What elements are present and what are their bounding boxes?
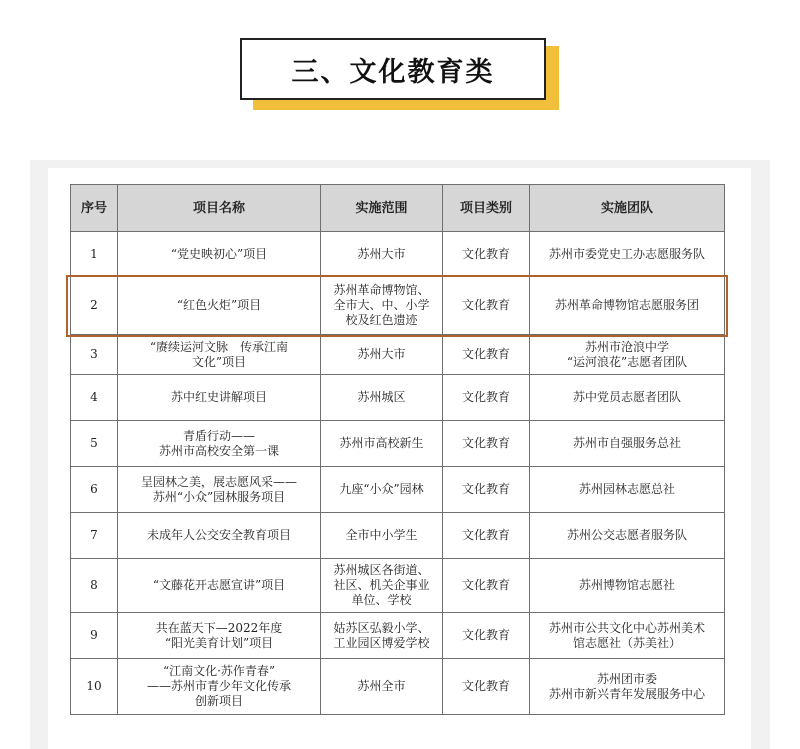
cell-team: 苏州园林志愿总社 — [530, 467, 725, 513]
cell-scope: 苏州城区 — [321, 375, 443, 421]
table-row — [71, 277, 725, 335]
table-row — [71, 467, 725, 513]
cell-project-name: 呈园林之美，展志愿风采—— 苏州“小众”园林服务项目 — [118, 467, 321, 513]
cell-category: 文化教育 — [443, 375, 530, 421]
cell-category: 文化教育 — [443, 513, 530, 559]
table-row — [71, 659, 725, 715]
cell-category: 文化教育 — [443, 277, 530, 335]
header-team: 实施团队 — [530, 185, 725, 232]
cell-project-name: 未成年人公交安全教育项目 — [118, 513, 321, 559]
section-title-banner — [240, 38, 546, 100]
cell-scope: 苏州城区各街道、 社区、机关企事业 单位、学校 — [321, 559, 443, 613]
cell-scope: 全市中小学生 — [321, 513, 443, 559]
table-row — [71, 375, 725, 421]
cell-project-name: “党史映初心”项目 — [118, 232, 321, 277]
cell-team: 苏州市自强服务总社 — [530, 421, 725, 467]
cell-category: 文化教育 — [443, 232, 530, 277]
table-row — [71, 335, 725, 375]
table-row — [71, 559, 725, 613]
table-row — [71, 232, 725, 277]
cell-index: 6 — [71, 467, 118, 513]
header-index: 序号 — [71, 185, 118, 232]
cell-team: 苏州团市委 苏州市新兴青年发展服务中心 — [530, 659, 725, 715]
cell-team: 苏州市委党史工办志愿服务队 — [530, 232, 725, 277]
cell-team: 苏州博物馆志愿社 — [530, 559, 725, 613]
cell-scope: 姑苏区弘毅小学、 工业园区博爱学校 — [321, 613, 443, 659]
cell-project-name: “赓续运河文脉 传承江南 文化”项目 — [118, 335, 321, 375]
cell-index: 2 — [71, 277, 118, 335]
cell-scope: 苏州大市 — [321, 335, 443, 375]
cell-project-name: 共在蓝天下—2022年度 “阳光美育计划”项目 — [118, 613, 321, 659]
cell-team: 苏中党员志愿者团队 — [530, 375, 725, 421]
cell-scope: 苏州大市 — [321, 232, 443, 277]
section-title: 三、文化教育类 — [291, 56, 495, 88]
cell-index: 10 — [71, 659, 118, 715]
project-table — [70, 184, 725, 715]
cell-index: 4 — [71, 375, 118, 421]
cell-team: 苏州市公共文化中心苏州美术 馆志愿社（苏美社） — [530, 613, 725, 659]
cell-team: 苏州革命博物馆志愿服务团 — [530, 277, 725, 335]
header-project-name: 项目名称 — [118, 185, 321, 232]
table-header-row — [71, 185, 725, 232]
cell-category: 文化教育 — [443, 559, 530, 613]
cell-scope: 九座“小众”园林 — [321, 467, 443, 513]
cell-category: 文化教育 — [443, 659, 530, 715]
table-row — [71, 421, 725, 467]
header-scope: 实施范围 — [321, 185, 443, 232]
cell-index: 9 — [71, 613, 118, 659]
cell-category: 文化教育 — [443, 335, 530, 375]
cell-category: 文化教育 — [443, 613, 530, 659]
cell-index: 7 — [71, 513, 118, 559]
cell-index: 8 — [71, 559, 118, 613]
cell-index: 1 — [71, 232, 118, 277]
cell-project-name: “江南文化·苏作青春” ——苏州市青少年文化传承 创新项目 — [118, 659, 321, 715]
table-row — [71, 513, 725, 559]
cell-project-name: “红色火炬”项目 — [118, 277, 321, 335]
cell-project-name: 苏中红史讲解项目 — [118, 375, 321, 421]
cell-project-name: “文藤花开志愿宣讲”项目 — [118, 559, 321, 613]
cell-scope: 苏州市高校新生 — [321, 421, 443, 467]
cell-category: 文化教育 — [443, 467, 530, 513]
header-category: 项目类别 — [443, 185, 530, 232]
cell-index: 3 — [71, 335, 118, 375]
cell-team: 苏州市沧浪中学 “运河浪花”志愿者团队 — [530, 335, 725, 375]
cell-scope: 苏州全市 — [321, 659, 443, 715]
table-row — [71, 613, 725, 659]
cell-team: 苏州公交志愿者服务队 — [530, 513, 725, 559]
cell-project-name: 青盾行动—— 苏州市高校安全第一课 — [118, 421, 321, 467]
cell-category: 文化教育 — [443, 421, 530, 467]
cell-scope: 苏州革命博物馆、 全市大、中、小学 校及红色遗迹 — [321, 277, 443, 335]
cell-index: 5 — [71, 421, 118, 467]
